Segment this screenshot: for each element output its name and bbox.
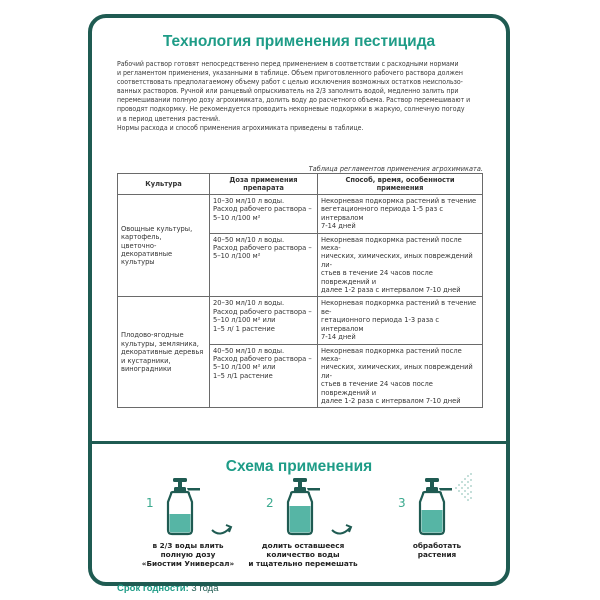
intro-line: ванных растворов. Ручной или ранцевый опрыскиватель на 2/3 заполнить водой, медленно залить при: [117, 87, 459, 96]
cell-line: нических, химических, иных повреждений ли-: [321, 252, 473, 269]
cell-line: 5–10 л/100 м² или: [213, 316, 276, 325]
dose-cell: [210, 233, 318, 297]
cell-line: 5–10 л/100 м²: [213, 252, 261, 261]
step-text: [128, 541, 248, 568]
step-text: [382, 541, 492, 559]
crop-cell: [118, 297, 210, 408]
page-title: Технология применения пестицида: [162, 33, 436, 50]
dose-cell: [210, 195, 318, 234]
section-divider: [92, 441, 506, 444]
cell-line: стьев в течение 24 часов после повреждений и: [321, 380, 433, 397]
table-header-row: [118, 174, 483, 195]
step-number: 1: [146, 496, 154, 510]
cell-line: декоративные деревья: [121, 348, 204, 357]
column-header-crop: Культура: [118, 174, 210, 195]
step-number: 3: [398, 496, 406, 510]
step-text-line: количество воды: [266, 550, 340, 559]
step-text-line: растения: [417, 550, 457, 559]
cell-line: цветочно-декоративные: [121, 241, 173, 258]
step-text-line: и тщательно перемешать: [248, 559, 358, 568]
cell-line: культуры, земляника,: [121, 339, 199, 348]
cell-line: 5–10 л/100 м² или: [213, 363, 276, 372]
step-text-line: долить оставшееся: [261, 541, 345, 550]
cell-line: далее 1-2 раза с интервалом 7-10 дней: [321, 286, 461, 295]
step-text-line: полную дозу: [160, 550, 216, 559]
intro-line: Рабочий раствор готовят непосредственно перед применением в соответствии с расходными нормами: [117, 60, 459, 68]
table-caption: Таблица регламентов применения агрохимиката.: [308, 165, 483, 173]
method-cell: [318, 297, 483, 344]
crop-cell: [118, 195, 210, 297]
intro-line: Нормы расхода и способ применения агрохимиката приведены в таблице.: [117, 123, 364, 132]
step-text-line: «Биостим Универсал»: [141, 559, 235, 568]
intro-line: и в период цветения растений.: [117, 114, 221, 123]
cell-line: далее 1-2 раза с интервалом 7-10 дней: [321, 396, 461, 405]
cell-line: Расход рабочего раствора –: [213, 307, 312, 316]
instruction-card: [88, 14, 510, 594]
column-header-method: Способ, время, особенности применения: [318, 174, 483, 195]
cell-line: виноградники: [121, 365, 172, 374]
step-text-line: обработать: [412, 541, 462, 550]
shelf-life-label: Срок годности:: [117, 583, 189, 594]
cell-line: и кустарники,: [121, 356, 171, 365]
cell-line: Расход рабочего раствора –: [213, 205, 312, 214]
intro-line: проводят подкормку. Не рекомендуется проводить некорневые подкормки в жаркую, солнечную погоду: [117, 105, 465, 114]
method-cell: [318, 233, 483, 297]
cell-line: 20–30 мл/10 л воды.: [213, 299, 285, 308]
cell-line: культуры: [121, 258, 155, 267]
curved-arrow-icon: [210, 516, 234, 538]
step-text-line: в 2/3 воды влить: [152, 541, 224, 550]
cell-line: гетационного периода 1-3 раза с интервалом: [321, 316, 440, 333]
method-cell: [318, 344, 483, 408]
cell-line: 10–30 мл/10 л воды.: [213, 197, 285, 205]
pressure-sprayer-icon: [282, 476, 328, 538]
cell-line: Плодово-ягодные: [121, 331, 184, 340]
intro-text: [117, 60, 483, 133]
method-cell: [318, 195, 483, 234]
cell-line: 1–5 л/1 растение: [213, 371, 273, 380]
cell-line: 1–5 л/ 1 растение: [213, 324, 275, 333]
application-table: [117, 173, 483, 408]
cell-line: Овощные культуры,: [121, 224, 193, 233]
dose-cell: [210, 297, 318, 344]
intro-line: и регламентом применения, указанными в таблице. Объем приготовленного рабочего раствора должен: [117, 69, 463, 78]
curved-arrow-icon: [330, 516, 354, 538]
cell-line: 7-14 дней: [321, 222, 356, 231]
step-number: 2: [266, 496, 274, 510]
cell-line: Некорневая подкормка растений после меха-: [321, 346, 462, 363]
cell-line: картофель,: [121, 233, 162, 242]
spraying-sprayer-icon: [414, 466, 476, 538]
scheme-title: Схема применения: [225, 458, 373, 475]
shelf-life-value: 3 года: [191, 583, 219, 594]
cell-line: вегетационного периода 1-5 раз с интервалом: [321, 205, 444, 222]
cell-line: Некорневая подкормка растений в течение ве-: [321, 299, 477, 316]
cell-line: Некорневая подкормка растений в течение: [321, 197, 477, 205]
cell-line: 5–10 л/100 м²: [213, 213, 261, 222]
cell-line: 40–50 мл/10 л воды.: [213, 235, 285, 244]
cell-line: стьев в течение 24 часов после повреждений и: [321, 269, 433, 286]
table-row: [118, 195, 483, 234]
cell-line: Некорневая подкормка растений после меха-: [321, 235, 462, 253]
cell-line: нических, химических, иных повреждений ли-: [321, 363, 473, 380]
cell-line: 40–50 мл/10 л воды.: [213, 346, 285, 355]
pressure-sprayer-icon: [162, 476, 208, 538]
cell-line: Расход рабочего раствора –: [213, 354, 312, 363]
intro-line: соответствовать предполагаемому объему работ с целью исключения возможных остатков неиспользо-: [117, 78, 463, 87]
step-text: [238, 541, 368, 568]
cell-line: 7-14 дней: [321, 333, 356, 342]
column-header-dose: Доза применения препарата: [210, 174, 318, 195]
table-row: [118, 297, 483, 344]
intro-line: перемешивании полную дозу агрохимиката, долить воду до расчетного объема. Раствор перемешивают и: [117, 96, 471, 105]
cell-line: Расход рабочего раствора –: [213, 244, 312, 253]
dose-cell: [210, 344, 318, 408]
shelf-life: [117, 583, 219, 594]
